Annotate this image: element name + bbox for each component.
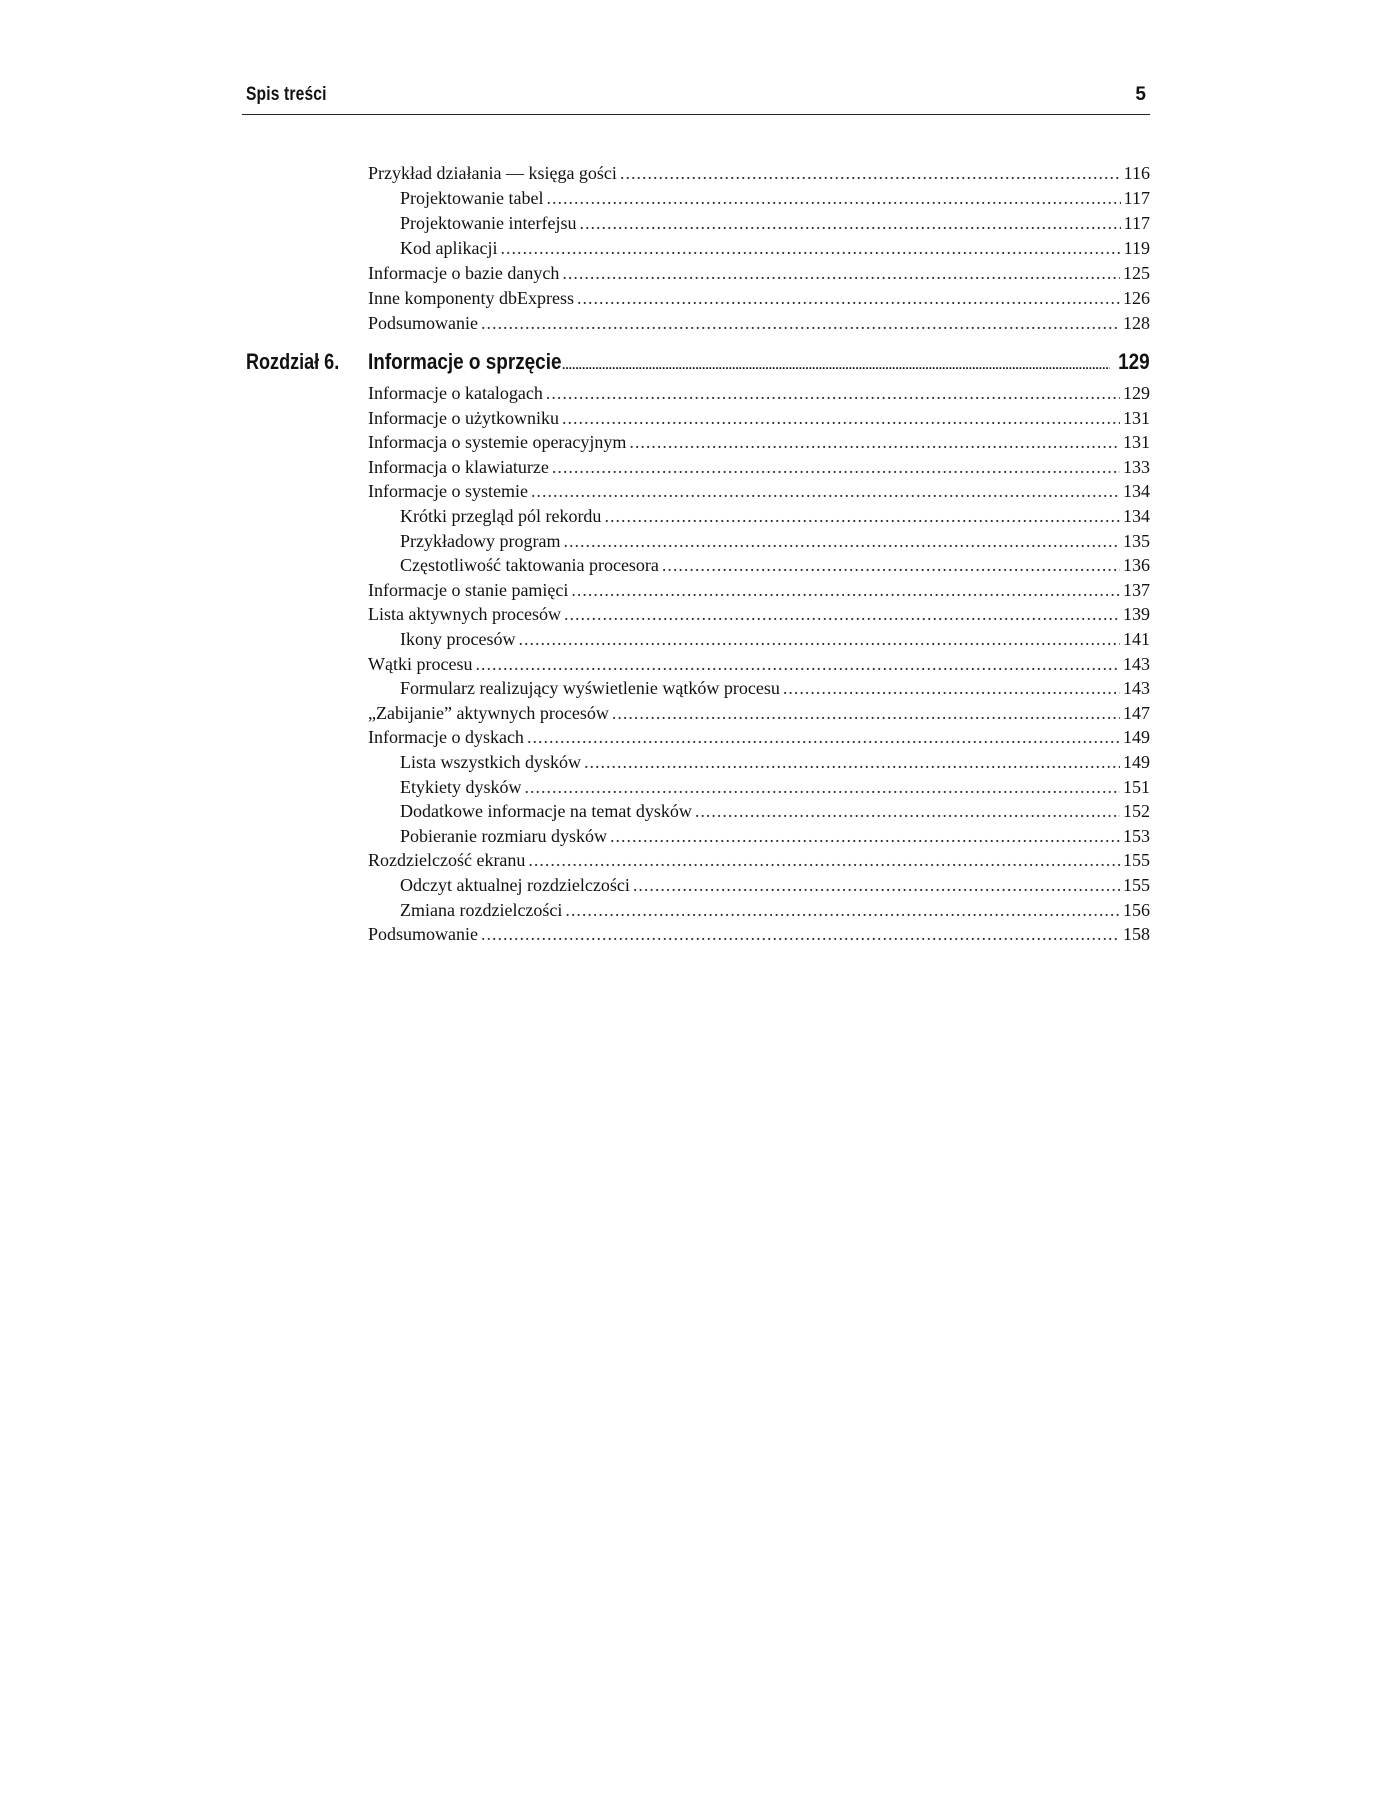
toc-entry-title: Podsumowanie [368,924,478,945]
dot-leader [633,872,1120,898]
dot-leader [527,724,1120,750]
toc-entry-title: Informacje o użytkowniku [368,407,559,428]
toc-entry[interactable] [368,429,1150,455]
toc-entry-title: Lista aktywnych procesów [368,604,561,625]
toc-entry-page: 151 [1123,776,1150,797]
toc-entry-page: 129 [1123,383,1150,403]
chapter-label: Rozdział 6. [246,349,340,374]
toc-entry-title: Zmiana rozdzielczości [400,899,563,920]
toc-entry-page: 152 [1123,801,1150,822]
toc-entry-title: Informacje o systemie [368,481,528,502]
toc-entry-title: Informacje o stanie pamięci [368,579,569,600]
dot-leader [531,478,1120,504]
toc-entry-page: 143 [1123,678,1150,699]
toc-entry-title: „Zabijanie” aktywnych procesów [368,702,609,723]
dot-leader [662,552,1120,578]
toc-entry-page: 139 [1123,604,1150,625]
toc-entry[interactable] [368,380,1150,406]
chapter-page: 129 [1118,349,1150,374]
dot-leader [518,626,1120,652]
toc-entry[interactable] [368,921,1150,947]
toc-entry[interactable] [368,601,1150,627]
dot-leader [475,651,1120,677]
dot-leader [562,347,1110,383]
toc-entry[interactable] [368,454,1150,480]
chapter-title: Informacje o sprzęcie [368,349,562,374]
toc-entry-page: 117 [1123,188,1150,208]
toc-entry-page: 149 [1123,752,1150,772]
dot-leader [546,380,1120,406]
toc-entry-page: 119 [1123,238,1150,258]
toc-entry[interactable] [400,823,1150,849]
toc-entry[interactable] [400,235,1150,261]
toc-entry-title: Projektowanie interfejsu [400,213,577,233]
toc-entry-page: 117 [1123,213,1150,233]
toc-entry[interactable] [368,285,1150,311]
dot-leader [604,503,1120,529]
toc-entry-title: Informacje o katalogach [368,383,543,403]
toc-entry-page: 135 [1123,530,1150,551]
toc-entry[interactable] [400,798,1150,824]
dot-leader [571,577,1120,603]
toc-entry-title: Informacje o dyskach [368,727,524,748]
toc-entry[interactable] [400,749,1150,775]
dot-leader [783,675,1120,701]
toc-entry-title: Informacje o bazie danych [368,263,560,283]
toc-entry-page: 125 [1123,263,1150,283]
toc-entry-title: Krótki przegląd pól rekordu [400,506,602,526]
toc-entry-title: Informacja o systemie operacyjnym [368,432,627,453]
dot-leader [695,798,1120,824]
toc-entry-title: Wątki procesu [368,653,473,674]
toc-entry-title: Formularz realizujący wyświetlenie wątków procesu [400,678,780,699]
toc-entry-title: Projektowanie tabel [400,188,544,208]
toc-entry[interactable] [368,651,1150,677]
dot-leader [525,774,1121,800]
toc-entry[interactable] [400,503,1150,529]
toc-entry[interactable] [368,700,1150,726]
toc-entry-page: 155 [1123,850,1150,871]
toc-entry-title: Podsumowanie [368,313,478,333]
toc-entry-page: 153 [1123,825,1150,846]
toc-entry-title: Lista wszystkich dysków [400,752,581,772]
toc-entry[interactable] [368,847,1150,873]
toc-entry-title: Informacja o klawiaturze [368,456,549,477]
toc-entry[interactable] [400,872,1150,898]
toc-entry[interactable] [400,675,1150,701]
dot-leader [563,528,1120,554]
toc-entry-page: 141 [1123,629,1150,649]
toc-entry-page: 134 [1123,481,1150,502]
dot-leader [546,185,1120,211]
dot-leader [562,260,1120,286]
toc-entry-page: 149 [1123,727,1150,748]
running-title: Spis treści [246,84,327,105]
toc-chapter-heading[interactable] [246,344,1150,380]
toc-entry-page: 156 [1123,899,1150,920]
toc-entry[interactable] [400,210,1150,236]
dot-leader [552,454,1120,480]
dot-leader [564,601,1120,627]
toc-entry-title: Częstotliwość taktowania procesora [400,555,659,576]
dot-leader [562,405,1120,431]
toc-entry-title: Przykładowy program [400,530,561,551]
dot-leader [612,700,1120,726]
toc-entry-page: 131 [1123,407,1150,428]
dot-leader [620,160,1121,186]
dot-leader [629,429,1120,455]
toc-entry-page: 131 [1123,432,1150,453]
toc-entry-title: Dodatkowe informacje na temat dysków [400,801,692,822]
toc-entry[interactable] [368,160,1150,186]
toc-entry-title: Etykiety dysków [400,776,522,797]
toc-entry[interactable] [400,185,1150,211]
toc-entry-page: 126 [1123,288,1150,308]
toc-entry-page: 136 [1123,555,1150,576]
toc-entry[interactable] [368,310,1150,336]
toc-entry-page: 158 [1123,924,1150,945]
toc-entry-page: 128 [1123,313,1150,333]
toc-entry[interactable] [368,260,1150,286]
toc-entry[interactable] [368,724,1150,750]
toc-entry-title: Ikony procesów [400,629,516,649]
dot-leader [577,285,1120,311]
toc-entry[interactable] [400,774,1150,800]
toc-entry[interactable] [400,897,1150,923]
dot-leader [565,897,1120,923]
toc-entry[interactable] [400,528,1150,554]
toc-entry-title: Pobieranie rozmiaru dysków [400,825,607,846]
toc-entry-title: Kod aplikacji [400,238,498,258]
toc-entry-page: 134 [1123,506,1150,526]
toc-entry-title: Odczyt aktualnej rozdzielczości [400,875,630,895]
toc-entry[interactable] [400,552,1150,578]
toc-entry-page: 137 [1123,579,1150,600]
toc-entry-title: Rozdzielczość ekranu [368,850,526,871]
toc-entry[interactable] [368,478,1150,504]
dot-leader [500,235,1120,261]
dot-leader [481,921,1120,947]
toc-entry-page: 116 [1123,163,1150,183]
dot-leader [579,210,1120,236]
toc-entry-page: 143 [1123,653,1150,674]
toc-entry-page: 133 [1123,456,1150,477]
toc-entry[interactable] [368,577,1150,603]
toc-entry[interactable] [368,405,1150,431]
dot-leader [584,749,1120,775]
page-number: 5 [1135,84,1146,105]
toc-entry-title: Inne komponenty dbExpress [368,288,574,308]
dot-leader [481,310,1120,336]
toc-entry[interactable] [400,626,1150,652]
toc-entry-title: Przykład działania — księga gości [368,163,617,183]
toc-entry-page: 147 [1123,702,1150,723]
dot-leader [610,823,1120,849]
toc-entry-page: 155 [1123,875,1150,895]
page-header [242,84,1150,115]
dot-leader [528,847,1120,873]
